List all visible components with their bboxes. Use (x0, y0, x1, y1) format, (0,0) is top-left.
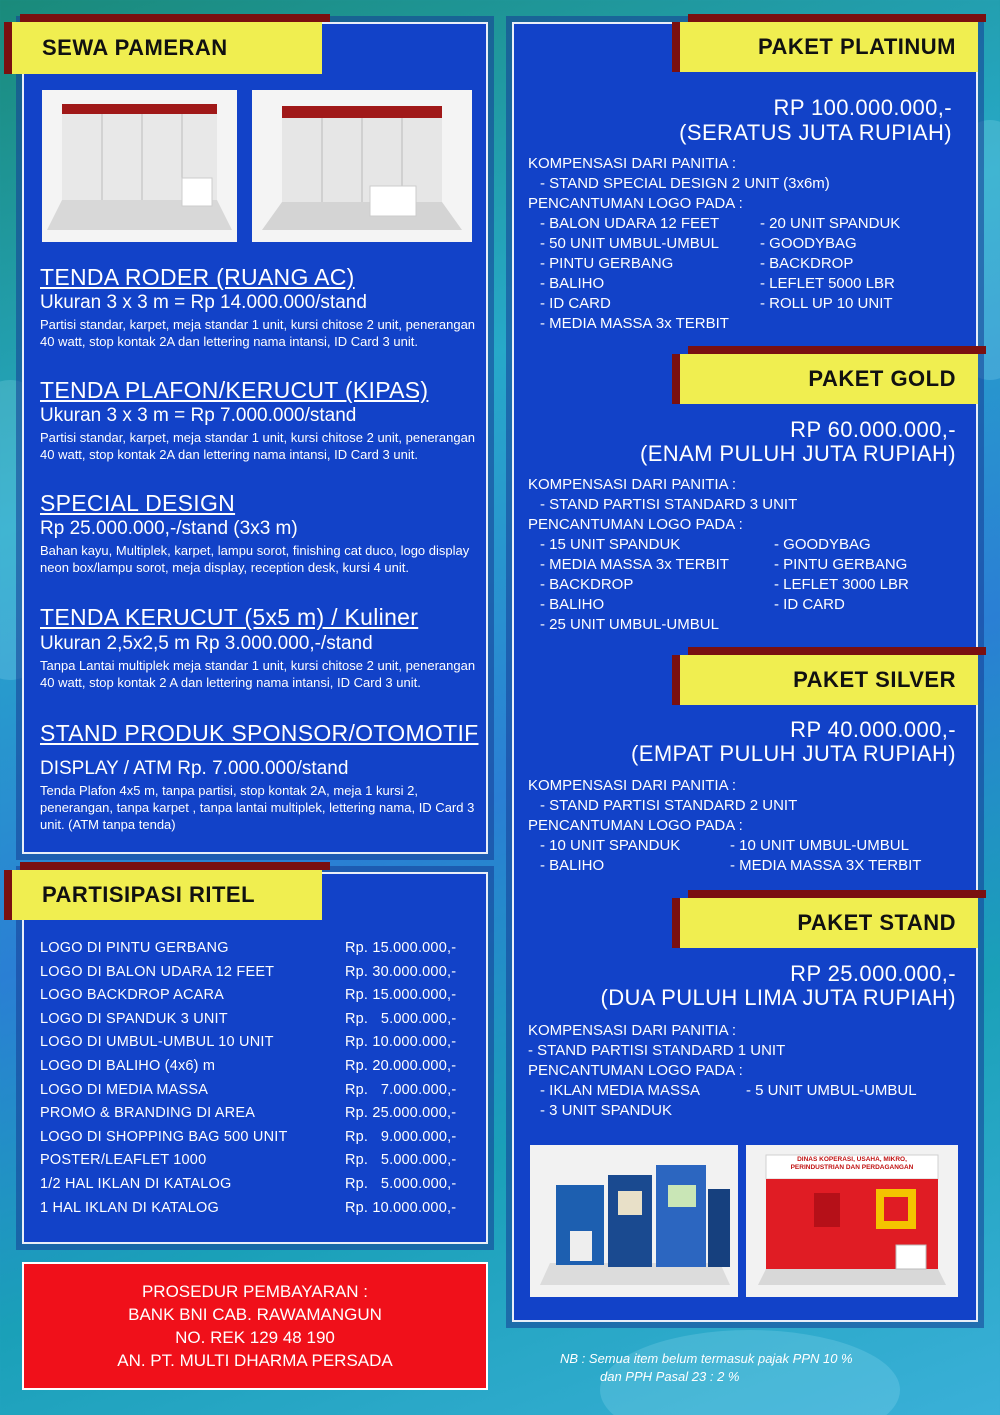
list-item: - MEDIA MASSA 3x TERBIT (540, 556, 729, 573)
sewa-item-2-desc: Partisi standar, karpet, meja standar 1 unit, kursi chitose 2 unit, penerangan 40 watt, stop kontak 2A dan lettering nama intansi, ID Card 3 unit. (40, 430, 476, 462)
gold-logo: PENCANTUMAN LOGO PADA : (528, 516, 743, 533)
list-item: - LEFLET 5000 LBR (760, 275, 895, 292)
sewa-item-1-price: Ukuran 3 x 3 m = Rp 14.000.000/stand (40, 292, 367, 313)
ritel-row-label: LOGO BACKDROP ACARA (40, 987, 225, 1004)
list-item: - 10 UNIT UMBUL-UMBUL (730, 837, 909, 854)
list-item: - 5 UNIT UMBUL-UMBUL (746, 1082, 917, 1099)
stand-tag (680, 898, 978, 948)
gold-tag (680, 354, 978, 404)
ritel-row-label: LOGO DI BALON UDARA 12 FEET (40, 963, 275, 980)
ritel-row-label: LOGO DI MEDIA MASSA (40, 1081, 209, 1098)
gold-col1 (540, 535, 729, 635)
ritel-row-price: Rp. 20.000.000,- (345, 1058, 457, 1074)
table-row (40, 1105, 470, 1121)
sewa-item-4-title: TENDA KERUCUT (5x5 m) / Kuliner (40, 604, 419, 630)
gold-col2 (774, 535, 909, 615)
list-item: - BALON UDARA 12 FEET (540, 215, 720, 232)
silver-tag-label: PAKET SILVER (793, 667, 956, 692)
sewa-item-2-title: TENDA PLAFON/KERUCUT (KIPAS) (40, 377, 429, 403)
ritel-row-price: Rp. 15.000.000,- (345, 940, 457, 956)
table-row (40, 1129, 470, 1145)
stand-logo: PENCANTUMAN LOGO PADA : (528, 1062, 743, 1079)
ritel-row-price: Rp. 7.000.000,- (345, 1081, 457, 1098)
list-item: - 50 UNIT UMBUL-UMBUL (540, 235, 719, 252)
list-item: - 20 UNIT SPANDUK (760, 215, 901, 232)
sewa-tag (12, 22, 322, 74)
sewa-item-1-title: TENDA RODER (RUANG AC) (40, 264, 355, 290)
payment-line-2: BANK BNI CAB. RAWAMANGUN (128, 1305, 382, 1324)
ritel-row-price: Rp. 5.000.000,- (345, 1152, 457, 1169)
list-item: - LEFLET 3000 LBR (774, 576, 909, 593)
stand-col1 (540, 1081, 700, 1121)
silver-price-words: (EMPAT PULUH JUTA RUPIAH) (631, 741, 956, 766)
platinum-komp: KOMPENSASI DARI PANITIA : (528, 155, 737, 172)
stand-komp: KOMPENSASI DARI PANITIA : (528, 1022, 737, 1039)
platinum-tag (680, 22, 978, 72)
list-item: - BALIHO (540, 275, 605, 292)
list-item: - ID CARD (540, 295, 611, 312)
ritel-row-label: LOGO DI SPANDUK 3 UNIT (40, 1010, 228, 1027)
list-item: - 25 UNIT UMBUL-UMBUL (540, 616, 719, 633)
table-row (40, 1034, 470, 1050)
ritel-row-label: 1 HAL IKLAN DI KATALOG (40, 1199, 219, 1216)
table-row (40, 987, 470, 1003)
list-item: - BALIHO (540, 596, 605, 613)
table-row (40, 1176, 470, 1192)
list-item: - PINTU GERBANG (540, 255, 674, 272)
silver-tag (680, 655, 978, 705)
gold-komp: KOMPENSASI DARI PANITIA : (528, 476, 737, 493)
ritel-row-label: LOGO DI UMBUL-UMBUL 10 UNIT (40, 1034, 274, 1051)
list-item: - GOODYBAG (774, 536, 871, 553)
gold-price-words: (ENAM PULUH JUTA RUPIAH) (640, 441, 956, 466)
list-item: - ROLL UP 10 UNIT (760, 295, 893, 312)
ritel-row-label: LOGO DI SHOPPING BAG 500 UNIT (40, 1128, 288, 1145)
ritel-row-price: Rp. 5.000.000,- (345, 1176, 457, 1192)
list-item: - 10 UNIT SPANDUK (540, 837, 681, 854)
sewa-item-5-title: STAND PRODUK SPONSOR/OTOMOTIF (40, 720, 479, 746)
ritel-row-label: 1/2 HAL IKLAN DI KATALOG (40, 1176, 232, 1192)
ritel-row-label: PROMO & BRANDING DI AREA (40, 1105, 256, 1122)
stand-tag-label: PAKET STAND (797, 910, 956, 935)
list-item: - BACKDROP (540, 576, 634, 593)
gold-price: RP 60.000.000,- (790, 417, 956, 442)
sewa-item-4-desc: Tanpa Lantai multiplek meja standar 1 unit, kursi chitose 2 unit, penerangan 40 watt, stop kontak 2 A dan lettering nama intansi, ID Card 3 unit. (40, 658, 476, 690)
ritel-row-price: Rp. 10.000.000,- (345, 1034, 457, 1051)
silver-komp-item-1: - STAND PARTISI STANDARD 2 UNIT (540, 797, 798, 814)
sewa-item-3-title: SPECIAL DESIGN (40, 490, 236, 516)
booth-banner-text: DINAS KOPERASI, USAHA, MIKRO, PERINDUSTRIAN DAN PERDAGANGAN (790, 1156, 914, 1171)
list-item: - IKLAN MEDIA MASSA (540, 1082, 701, 1099)
sewa-item-2-price: Ukuran 3 x 3 m = Rp 7.000.000/stand (40, 405, 357, 426)
booth-image-3 (530, 1145, 738, 1297)
ritel-row-label: LOGO DI PINTU GERBANG (40, 940, 229, 956)
gold-tag-label: PAKET GOLD (808, 366, 956, 391)
table-row (40, 964, 470, 980)
ritel-tag-label: PARTISIPASI RITEL (42, 882, 256, 907)
ritel-row-price: Rp. 5.000.000,- (345, 1010, 457, 1027)
stand-komp-item-1: - STAND PARTISI STANDARD 1 UNIT (528, 1042, 786, 1059)
silver-col1 (540, 836, 680, 876)
stand-col2 (746, 1081, 917, 1101)
platinum-col2 (760, 214, 900, 314)
silver-logo: PENCANTUMAN LOGO PADA : (528, 817, 743, 834)
booth-image-4 (746, 1145, 958, 1297)
platinum-price: RP 100.000.000,- (773, 95, 952, 120)
list-item: - BACKDROP (760, 255, 854, 272)
payment-line-1: PROSEDUR PEMBAYARAN : (141, 1282, 369, 1301)
nb-note (560, 1350, 853, 1386)
platinum-price-words: (SERATUS JUTA RUPIAH) (679, 120, 952, 145)
table-row (40, 940, 470, 956)
stand-price-words: (DUA PULUH LIMA JUTA RUPIAH) (600, 985, 956, 1010)
ritel-row-label: LOGO DI BALIHO (4x6) m (40, 1058, 216, 1074)
silver-col2 (730, 836, 921, 876)
platinum-tag-label: PAKET PLATINUM (757, 34, 956, 59)
booth-image-1 (42, 90, 237, 242)
nb-line-1: NB : Semua item belum termasuk pajak PPN 10 % (560, 1351, 853, 1366)
stand-price: RP 25.000.000,- (790, 961, 956, 986)
list-item: - MEDIA MASSA 3X TERBIT (730, 857, 922, 874)
payment-line-4: AN. PT. MULTI DHARMA PERSADA (117, 1351, 393, 1370)
platinum-komp-item-1: - STAND SPECIAL DESIGN 2 UNIT (3x6m) (540, 175, 830, 192)
table-row (40, 1152, 470, 1168)
platinum-logo: PENCANTUMAN LOGO PADA : (528, 195, 743, 212)
sewa-item-3-price: Rp 25.000.000,-/stand (3x3 m) (40, 518, 298, 539)
nb-line-2: dan PPH Pasal 23 : 2 % (600, 1369, 740, 1384)
table-row (40, 1082, 470, 1098)
table-row (40, 1058, 470, 1074)
ritel-row-label: POSTER/LEAFLET 1000 (40, 1152, 207, 1169)
booth-image-2 (252, 90, 472, 242)
list-item: - MEDIA MASSA 3x TERBIT (540, 315, 729, 332)
list-item: - 3 UNIT SPANDUK (540, 1102, 672, 1119)
sewa-item-4-price: Ukuran 2,5x2,5 m Rp 3.000.000,-/stand (40, 633, 373, 654)
silver-price: RP 40.000.000,- (790, 717, 956, 742)
silver-komp: KOMPENSASI DARI PANITIA : (528, 777, 737, 794)
platinum-col1 (540, 214, 729, 334)
sewa-item-5-price: DISPLAY / ATM Rp. 7.000.000/stand (40, 758, 349, 779)
sewa-item-5-desc: Tenda Plafon 4x5 m, tanpa partisi, stop kontak 2A, meja 1 kursi 2, penerangan, tanpa karpet , tanpa lantai multiplek, lettering nama, ID Card 3 unit. (ATM tanpa tenda) (40, 783, 475, 832)
table-row (40, 1200, 470, 1216)
payment-line-3: NO. REK 129 48 190 (175, 1328, 335, 1347)
list-item: - PINTU GERBANG (774, 556, 908, 573)
ritel-row-price: Rp. 30.000.000,- (345, 963, 457, 980)
list-item: - ID CARD (774, 596, 845, 613)
sewa-item-3-desc: Bahan kayu, Multiplek, karpet, lampu sorot, finishing cat duco, logo display neon box/lampu sorot, meja display, reception desk, kursi 4 unit. (40, 543, 470, 575)
gold-komp-item-1: - STAND PARTISI STANDARD 3 UNIT (540, 496, 798, 513)
sewa-tag-label: SEWA PAMERAN (42, 35, 228, 60)
ritel-row-price: Rp. 9.000.000,- (345, 1128, 457, 1145)
list-item: - GOODYBAG (760, 235, 857, 252)
table-row (40, 1011, 470, 1027)
list-item: - BALIHO (540, 857, 605, 874)
ritel-row-price: Rp. 15.000.000,- (345, 987, 457, 1004)
ritel-row-price: Rp. 25.000.000,- (345, 1105, 457, 1122)
sewa-item-1-desc: Partisi standar, karpet, meja standar 1 unit, kursi chitose 2 unit, penerangan 40 watt, stop kontak 2A dan lettering nama intansi, ID Card 3 unit. (40, 317, 476, 349)
ritel-row-price: Rp. 10.000.000,- (345, 1199, 457, 1216)
list-item: - 15 UNIT SPANDUK (540, 536, 681, 553)
payment-box (22, 1262, 488, 1390)
ritel-tag (12, 870, 322, 920)
